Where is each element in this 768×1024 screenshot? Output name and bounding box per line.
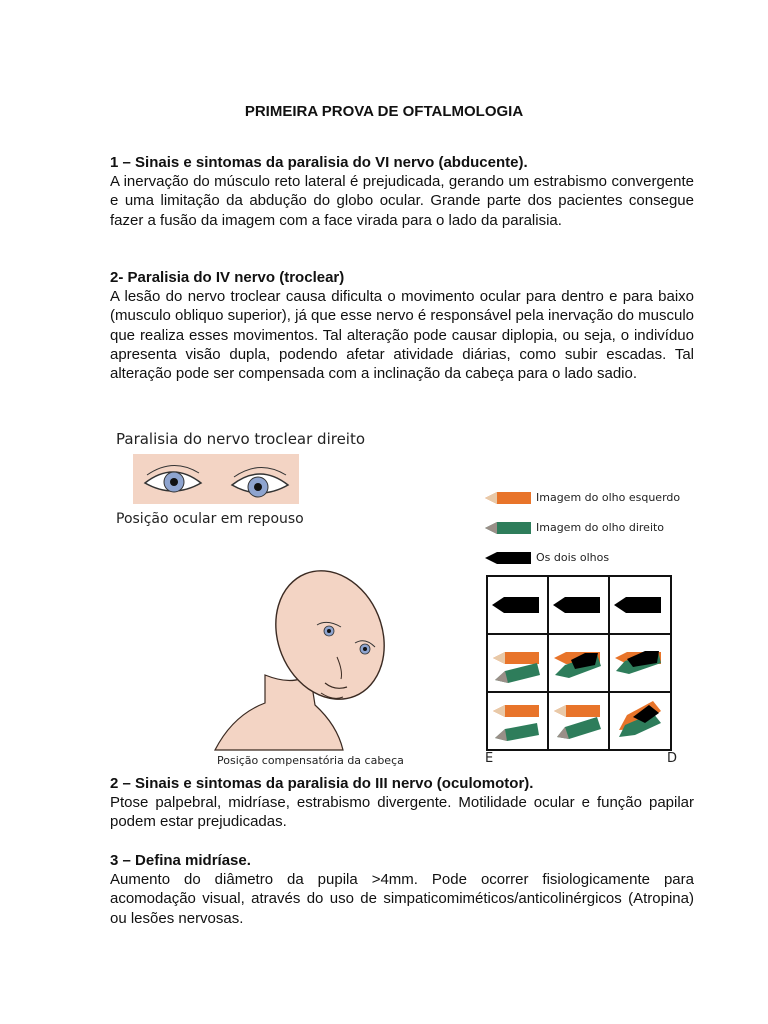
row2-cell3	[615, 651, 661, 674]
row3-cell2	[554, 705, 601, 739]
legend-label-left-eye: Imagem do olho esquerdo	[536, 491, 681, 504]
section-heading: 2- Paralisia do IV nervo (troclear)	[110, 269, 345, 286]
row2-cell2	[554, 652, 601, 678]
legend-label-both-eyes: Os dois olhos	[536, 551, 610, 564]
section-body: Ptose palpebral, midríase, estrabismo divergente. Motilidade ocular e função papilar podem estar prejudicadas.	[110, 794, 694, 831]
axis-label-left: E	[485, 751, 494, 766]
section-body: A inervação do músculo reto lateral é prejudicada, gerando um estrabismo convergente e uma limitação da abdução do globo ocular. Grande parte dos pacientes consegue fazer a fusão da imagem com a face virada para o lado da paralisia.	[110, 173, 694, 229]
row3-cell1	[493, 705, 539, 741]
tilted-head-drawing	[215, 554, 403, 750]
cell-both-1	[492, 597, 539, 613]
section-heading: 1 – Sinais e sintomas da paralisia do VI nervo (abducente).	[110, 154, 528, 171]
section-heading: 2 – Sinais e sintomas da paralisia do III nervo (oculomotor).	[110, 775, 534, 792]
figure-drawing	[105, 425, 705, 775]
section-oculomotor	[110, 774, 694, 832]
section-body: A lesão do nervo troclear causa dificulta o movimento ocular para dentro e para baixo (musculo obliquo superior), já que esse nervo é responsável pela inervação do musculo que realiza esses movimentos. Tal alteração pode causar diplopia, ou seja, o indivíduo apresenta visão dupla, podendo afetar atividade diárias, como subir escadas. Tal alteração pode ser compensada com a inclinação da cabeça para o lado sadio.	[110, 288, 694, 383]
page-title: PRIMEIRA PROVA DE OFTALMOLOGIA	[244, 103, 524, 120]
section-troclear	[110, 268, 694, 383]
cell-both-3	[614, 597, 661, 613]
legend-label-right-eye: Imagem do olho direito	[536, 521, 665, 534]
section-body: Aumento do diâmetro da pupila >4mm. Pode ocorrer fisiologicamente para acomodação visual, através do uso de simpaticomiméticos/anticolinérgicos (Atropina) ou lesões nervosas.	[110, 871, 694, 927]
axis-label-right: D	[667, 751, 678, 766]
troclear-paralysis-figure	[105, 425, 705, 775]
section-midriase	[110, 851, 694, 928]
section-heading: 3 – Defina midríase.	[110, 852, 251, 869]
figure-title: Paralisia do nervo troclear direito	[116, 430, 366, 448]
compensatory-position-caption: Posição compensatória da cabeça	[217, 754, 404, 767]
rest-position-caption: Posição ocular em repouso	[116, 511, 304, 527]
legend-pencil-right-eye	[485, 522, 531, 534]
section-abducente	[110, 153, 694, 230]
cell-both-2	[553, 597, 600, 613]
row2-cell1	[493, 652, 540, 683]
row3-cell3	[619, 701, 661, 737]
legend-pencil-left-eye	[485, 492, 531, 504]
legend-pencil-both-eyes	[485, 552, 531, 564]
